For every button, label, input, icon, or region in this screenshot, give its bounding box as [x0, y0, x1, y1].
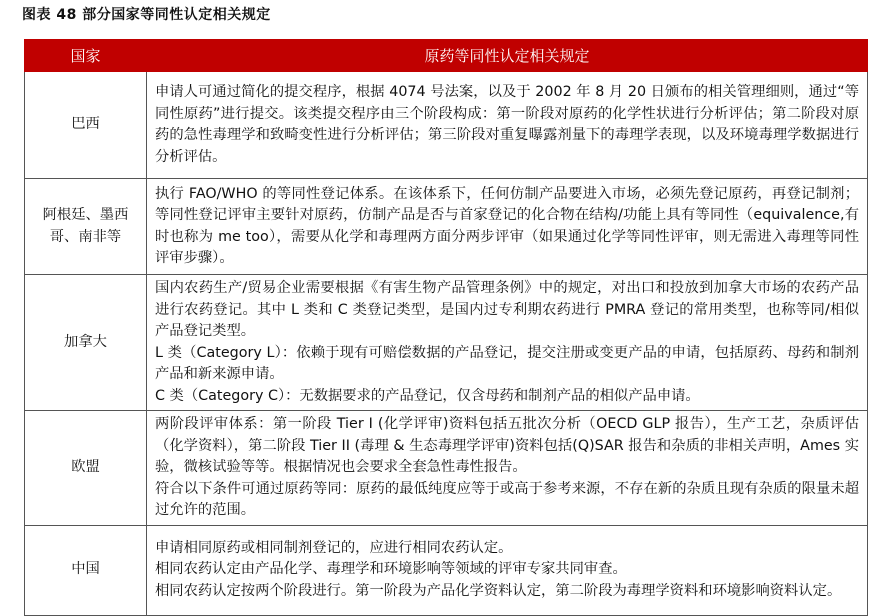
rules-cell: [147, 525, 868, 615]
header-country: 国家: [25, 40, 147, 72]
equivalence-table: [24, 39, 868, 616]
rules-paragraph: 申请人可通过简化的提交程序，根据 4074 号法案，以及于 2002 年 8 月 20 日颁布的相关管理细则，通过“等同性原药”进行提交。该类提交程序由三个阶段构成：第一阶段对原药的化学性状进行分析评估；第二阶段对原药的急性毒理学和致畸变性进行分析评估；第三阶段对重复曝露剂量下的毒理学表现，以及环境毒理学数据进行分析评估。: [155, 84, 859, 165]
rules-paragraph: 符合以下条件可通过原药等同：原药的最低纯度应等于或高于参考来源，不存在新的杂质且现有杂质的限量未超过允许的范围。: [155, 480, 859, 518]
rules-paragraph: 执行 FAO/WHO 的等同性登记体系。在该体系下，任何仿制产品要进入市场，必须先登记原药，再登记制剂；等同性登记评审主要针对原药，仿制产品是否与首家登记的化合物在结构/功能上具有等同性（equivalence,有时也称为 me too），需要从化学和毒理两方面分两步评审（如果通过化学等同性评审，则无需进入毒理等同性评审步骤）。: [155, 185, 859, 266]
table-body: [25, 72, 868, 616]
table-row: [25, 411, 868, 526]
country-cell: 加拿大: [25, 275, 147, 411]
rules-cell: [147, 275, 868, 411]
rules-paragraph: 国内农药生产/贸易企业需要根据《有害生物产品管理条例》中的规定，对出口和投放到加拿大市场的农药产品进行农药登记。其中 L 类和 C 类登记类型，是国内过专利期农药进行 PMRA 登记的常用类型，也称等同/相似产品登记类型。: [155, 280, 859, 339]
rules-cell: [147, 72, 868, 179]
table-row: [25, 275, 868, 411]
country-cell: 巴西: [25, 72, 147, 179]
country-cell: 中国: [25, 525, 147, 615]
rules-paragraph: C 类（Category C）：无数据要求的产品登记，仅含母药和制剂产品的相似产品申请。: [155, 387, 700, 404]
rules-paragraph: 两阶段评审体系：第一阶段 Tier I (化学评审)资料包括五批次分析（OECD GLP 报告），生产工艺，杂质评估（化学资料），第二阶段 Tier II (毒理 & 生态毒理学评审)资料包括(Q)SAR 报告和杂质的非相关声明，Ames 实验，微核试验等等。根据情况也会要求全套急性毒性报告。: [155, 416, 859, 475]
country-cell: 欧盟: [25, 411, 147, 526]
table-row: [25, 525, 868, 615]
table-header-row: [25, 40, 868, 72]
rules-cell: [147, 411, 868, 526]
rules-cell: [147, 179, 868, 275]
rules-paragraph: 相同农药认定由产品化学、毒理学和环境影响等领域的评审专家共同审查。: [155, 561, 627, 578]
rules-paragraph: 相同农药认定按两个阶段进行。第一阶段为产品化学资料认定，第二阶段为毒理学资料和环境影响资料认定。: [155, 582, 842, 599]
table-row: [25, 72, 868, 179]
figure-title: 图表 48 部分国家等同性认定相关规定: [22, 7, 271, 23]
rules-paragraph: 申请相同原药或相同制剂登记的，应进行相同农药认定。: [155, 539, 513, 556]
rules-paragraph: L 类（Category L）：依赖于现有可赔偿数据的产品登记，提交注册或变更产品的申请，包括原药、母药和制剂产品和新来源申请。: [155, 344, 859, 382]
header-rules: 原药等同性认定相关规定: [147, 40, 868, 72]
country-cell: 阿根廷、墨西哥、南非等: [25, 179, 147, 275]
table-row: [25, 179, 868, 275]
